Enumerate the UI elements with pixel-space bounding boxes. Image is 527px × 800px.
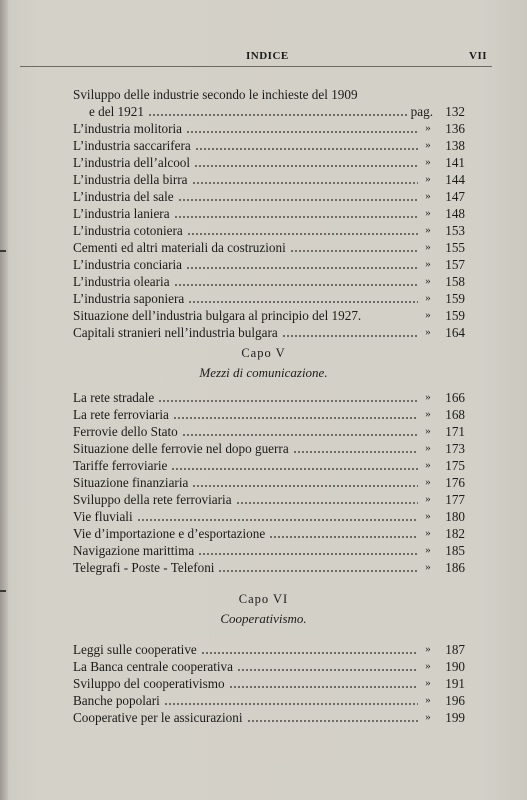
ditto-mark: »	[425, 711, 431, 723]
dot-leader	[158, 400, 418, 402]
ditto-mark: »	[425, 241, 431, 253]
toc-entry	[73, 457, 465, 474]
toc-page-number: 185	[445, 543, 465, 558]
toc-entry-label: Vie d’importazione e d’esportazione	[73, 526, 266, 541]
dot-leader	[192, 182, 418, 184]
toc-entry	[73, 389, 465, 406]
toc-entry	[73, 290, 465, 307]
chapter-number: Capo V	[241, 346, 286, 360]
toc-page-number: 136	[445, 121, 465, 136]
toc-entry	[73, 188, 465, 205]
ditto-mark: »	[425, 544, 431, 556]
toc-entry-label: L’industria saccarifera	[73, 138, 191, 153]
toc-page-prefix: pag.	[410, 104, 433, 119]
toc-entry	[73, 491, 465, 508]
toc-entry-label: Tariffe ferroviarie	[73, 458, 168, 473]
toc-entry	[73, 103, 465, 120]
toc-entry-label: L’industria olearia	[73, 274, 170, 289]
toc-entry-label: Navigazione marittima	[73, 543, 195, 558]
toc-page-number: 157	[445, 257, 465, 272]
chapter-heading-5	[0, 346, 527, 381]
ditto-mark: »	[425, 207, 431, 219]
toc-entry	[73, 658, 465, 675]
ditto-mark: »	[425, 139, 431, 151]
ditto-mark: »	[425, 694, 431, 706]
toc-page-number: 171	[445, 424, 465, 439]
ditto-mark: »	[425, 442, 431, 454]
binding-mark	[0, 250, 6, 252]
toc-page-number: 159	[445, 291, 465, 306]
toc-page-number: 187	[445, 642, 465, 657]
toc-page-number: 196	[445, 693, 465, 708]
toc-entry-label: Ferrovie dello Stato	[73, 424, 178, 439]
toc-entry-label: Sviluppo della rete ferroviaria	[73, 492, 232, 507]
chapter-title: Mezzi di comunicazione.	[199, 365, 328, 380]
toc-entry	[73, 171, 465, 188]
toc-entry	[73, 641, 465, 658]
page-binding-edge	[0, 0, 8, 800]
toc-page-number: 177	[445, 492, 465, 507]
ditto-mark: »	[425, 156, 431, 168]
ditto-mark: »	[425, 561, 431, 573]
ditto-mark: »	[425, 258, 431, 270]
toc-entry	[73, 423, 465, 440]
toc-entry-label: Situazione finanziaria	[73, 475, 189, 490]
header-rule	[20, 66, 492, 67]
ditto-mark: »	[425, 493, 431, 505]
toc-entry	[73, 675, 465, 692]
ditto-mark: »	[425, 660, 431, 672]
toc-entry	[73, 256, 465, 273]
toc-entry	[73, 709, 465, 726]
dot-leader	[247, 720, 418, 722]
toc-page-number: 173	[445, 441, 465, 456]
toc-section-industries	[73, 86, 465, 341]
toc-entry-label: Cooperative per le assicurazioni	[73, 710, 243, 725]
dot-leader	[178, 199, 418, 201]
dot-leader	[195, 148, 418, 150]
dot-leader	[171, 468, 418, 470]
ditto-mark: »	[425, 309, 431, 321]
chapter-title: Cooperativismo.	[220, 611, 307, 626]
toc-entry-label: Telegrafi - Poste - Telefoni	[73, 560, 215, 575]
ditto-mark: »	[425, 510, 431, 522]
dot-leader	[164, 703, 418, 705]
dot-leader	[174, 284, 418, 286]
toc-page-number: 199	[445, 710, 465, 725]
toc-entry-label: La rete ferroviaria	[73, 407, 169, 422]
ditto-mark: »	[425, 476, 431, 488]
toc-page-number: 148	[445, 206, 465, 221]
toc-entry-label: L’industria del sale	[73, 189, 174, 204]
chapter-number: Capo VI	[238, 592, 289, 606]
toc-entry	[73, 542, 465, 559]
toc-page-number: 144	[445, 172, 465, 187]
chapter-heading-6	[0, 592, 527, 627]
toc-entry	[73, 120, 465, 137]
toc-entry-label: Vie fluviali	[73, 509, 133, 524]
toc-page-number: 164	[445, 325, 465, 340]
ditto-mark: »	[425, 677, 431, 689]
dot-leader	[201, 652, 418, 654]
toc-entry	[73, 692, 465, 709]
ditto-mark: »	[425, 275, 431, 287]
ditto-mark: »	[425, 643, 431, 655]
toc-entry	[73, 154, 465, 171]
toc-entry	[73, 525, 465, 542]
toc-entry-label: L’industria conciaria	[73, 257, 183, 272]
dot-leader	[192, 485, 418, 487]
ditto-mark: »	[425, 122, 431, 134]
dot-leader	[237, 669, 418, 671]
toc-entry	[73, 559, 465, 576]
toc-entry	[73, 273, 465, 290]
toc-page-number: 182	[445, 526, 465, 541]
ditto-mark: »	[425, 173, 431, 185]
dot-leader	[186, 131, 418, 133]
toc-entry-label: e del 1921	[89, 104, 144, 119]
dot-leader	[194, 165, 418, 167]
toc-entry-label: L’industria saponiera	[73, 291, 185, 306]
dot-leader	[229, 686, 418, 688]
dot-leader	[182, 434, 418, 436]
toc-entry-label: Leggi sulle cooperative	[73, 642, 197, 657]
toc-page-number: 191	[445, 676, 465, 691]
toc-page-number: 166	[445, 390, 465, 405]
dot-leader	[218, 570, 418, 572]
dot-leader	[174, 216, 418, 218]
dot-leader	[187, 233, 418, 235]
ditto-mark: »	[425, 292, 431, 304]
dot-leader	[198, 553, 418, 555]
header-page-number: VII	[469, 50, 488, 62]
dot-leader	[148, 114, 407, 116]
toc-page-number: 180	[445, 509, 465, 524]
toc-entry	[73, 474, 465, 491]
toc-entry	[73, 86, 465, 103]
toc-entry-label: L’industria della birra	[73, 172, 188, 187]
toc-section-communications	[73, 389, 465, 576]
dot-leader	[293, 451, 418, 453]
toc-entry-label: Cementi ed altri materiali da costruzioni	[73, 240, 286, 255]
toc-entry-label: L’industria dell’alcool	[73, 155, 191, 170]
toc-page-number: 175	[445, 458, 465, 473]
dot-leader	[236, 502, 418, 504]
toc-entry-label: L’industria laniera	[73, 206, 170, 221]
ditto-mark: »	[425, 224, 431, 236]
toc-entry	[73, 406, 465, 423]
toc-entry	[73, 239, 465, 256]
dot-leader	[282, 335, 418, 337]
ditto-mark: »	[425, 459, 431, 471]
running-header	[0, 50, 527, 66]
toc-page-number: 147	[445, 189, 465, 204]
dot-leader	[137, 519, 418, 521]
toc-page-number: 158	[445, 274, 465, 289]
toc-entry-label: Capitali stranieri nell’industria bulgara	[73, 325, 278, 340]
dot-leader	[269, 536, 418, 538]
toc-section-cooperativism	[73, 641, 465, 726]
toc-entry-label: La Banca centrale cooperativa	[73, 659, 233, 674]
header-title: INDICE	[246, 50, 289, 62]
dot-leader	[173, 417, 418, 419]
toc-entry-label: Sviluppo del cooperativismo	[73, 676, 225, 691]
ditto-mark: »	[425, 425, 431, 437]
toc-entry	[73, 508, 465, 525]
toc-page-number: 132	[445, 104, 465, 119]
toc-entry-label: Situazione delle ferrovie nel dopo guerra	[73, 441, 289, 456]
toc-entry-label: L’industria cotoniera	[73, 223, 183, 238]
toc-page-number: 159	[445, 308, 465, 323]
toc-page-number: 141	[445, 155, 465, 170]
toc-entry	[73, 137, 465, 154]
toc-entry-label: L’industria molitoria	[73, 121, 183, 136]
toc-entry-label: Banche popolari	[73, 693, 160, 708]
ditto-mark: »	[425, 527, 431, 539]
toc-entry	[73, 222, 465, 239]
toc-page-number: 138	[445, 138, 465, 153]
toc-entry	[73, 440, 465, 457]
dot-leader	[188, 301, 418, 303]
toc-entry-label: Situazione dell’industria bulgara al principio del 1927.	[73, 308, 362, 323]
dot-leader	[290, 250, 418, 252]
toc-page-number: 190	[445, 659, 465, 674]
ditto-mark: »	[425, 326, 431, 338]
ditto-mark: »	[425, 408, 431, 420]
toc-page-number: 155	[445, 240, 465, 255]
toc-entry	[73, 205, 465, 222]
ditto-mark: »	[425, 190, 431, 202]
toc-page-number: 176	[445, 475, 465, 490]
toc-entry	[73, 307, 465, 324]
toc-entry	[73, 324, 465, 341]
toc-page-number: 186	[445, 560, 465, 575]
toc-page-number: 168	[445, 407, 465, 422]
ditto-mark: »	[425, 391, 431, 403]
toc-page-number: 153	[445, 223, 465, 238]
toc-entry-label: Sviluppo delle industrie secondo le inchieste del 1909	[73, 87, 358, 102]
dot-leader	[186, 267, 418, 269]
toc-entry-label: La rete stradale	[73, 390, 155, 405]
